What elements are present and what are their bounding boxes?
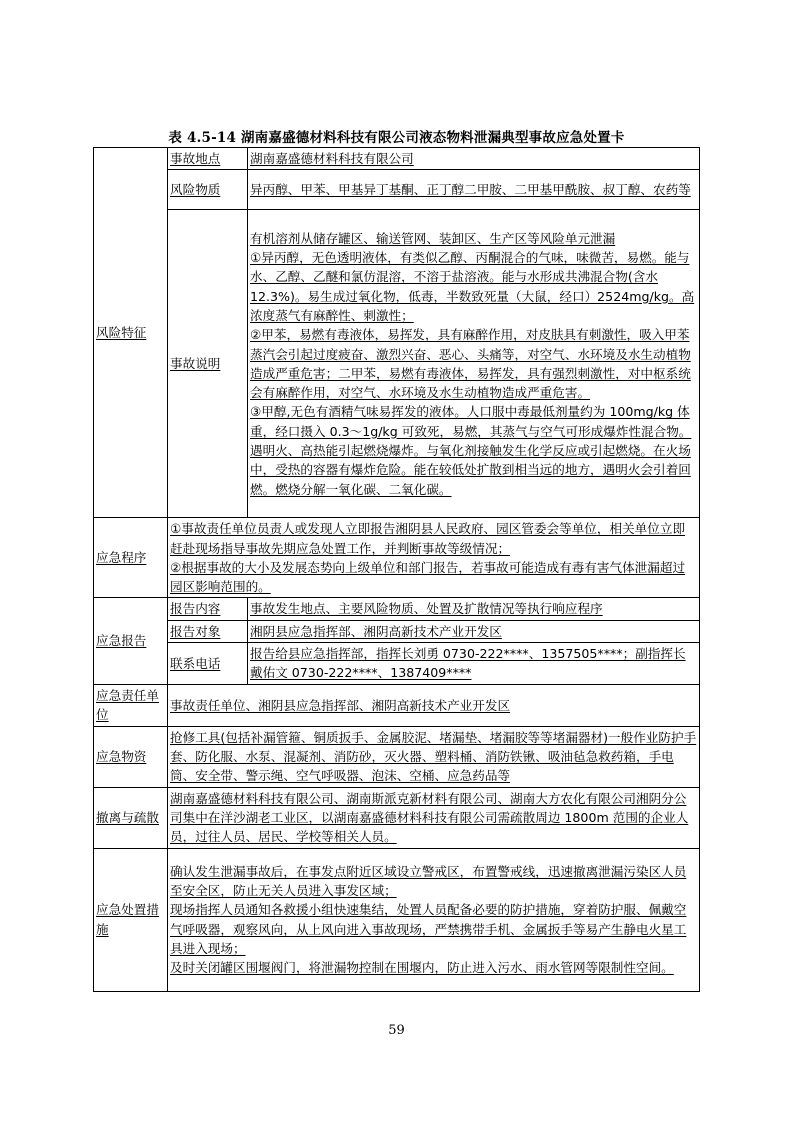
emergency-card-table xyxy=(93,147,700,992)
substances-label: 风险物质 xyxy=(168,170,248,210)
responsible-label: 应急责任单位 xyxy=(94,684,168,726)
report-target-value: 湘阴县应急指挥部、湘阴高新技术产业开发区 xyxy=(248,620,700,642)
measures-label: 应急处置措施 xyxy=(94,848,168,991)
measures-line: 确认发生泄漏事故后，在事发点附近区域设立警戒区，布置警戒线，迅速撤离泄漏污染区人员至安全区，防止无关人员进入事发区域； xyxy=(170,863,687,899)
desc-line: ③甲醇,无色有酒精气味易挥发的液体。人口服中毒最低剂量约为 100mg/kg 体重，经口摄入 0.3～1g/kg 可致死，易燃，其蒸气与空气可形成爆炸性混合物。遇明火、高热能引起燃烧爆炸。与氧化剂接触发生化学反应或引起燃烧。在火场中，受热的容器有爆炸危险。能在较低处扩散到相当远的地方，遇明火会引着回燃。燃烧分解一氧化碳、二氧化碳。 xyxy=(250,404,692,497)
evacuation-label: 撤离与疏散 xyxy=(94,787,168,848)
report-label: 应急报告 xyxy=(94,598,168,684)
desc-value xyxy=(248,210,700,518)
page-number: 59 xyxy=(388,1023,405,1038)
measures-line: 现场指挥人员通知各救援小组快速集结，处置人员配备必要的防护措施，穿着防护服、佩戴空气呼吸器，观察风向，从上风向进入事故现场，严禁携带手机、金属扳手等易产生静电火星工具进入现场； xyxy=(170,902,687,956)
procedure-label: 应急程序 xyxy=(94,518,168,598)
supplies-label: 应急物资 xyxy=(94,726,168,787)
procedure-value xyxy=(168,518,700,598)
supplies-value: 抢修工具(包括补漏管箍、铜质扳手、金属胶泥、堵漏垫、堵漏胶等等堵漏器材)一般作业防护手套、防化服、水泵、混凝剂、消防砂，灭火器、塑料桶、消防铁锹、吸油毡急救药箱，手电筒、安全带、警示绳、空气呼吸器、泡沫、空桶、应急药品等 xyxy=(168,726,700,787)
evacuation-value: 湖南嘉盛德材料科技有限公司、湖南斯派克新材料有限公司、湖南大方农化有限公司湘阴分公司集中在洋沙湖老工业区，以湖南嘉盛德材料科技有限公司需疏散周边 1800m 范围的企业人员，过往人员、居民、学校等相关人员。 xyxy=(168,787,700,848)
responsible-value: 事故责任单位、湘阴县应急指挥部、湘阴高新技术产业开发区 xyxy=(168,684,700,726)
report-target-label: 报告对象 xyxy=(168,620,248,642)
desc-line: 有机溶剂从储存罐区、输送管网、装卸区、生产区等风险单元泄漏 xyxy=(250,230,616,246)
table-title: 表 4.5-14 湖南嘉盛德材料科技有限公司液态物料泄漏典型事故应急处置卡 xyxy=(168,130,625,146)
procedure-line: ②根据事故的大小及发展态势向上级单位和部门报告，若事故可能造成有毒有害气体泄漏超过园区影响范围的。 xyxy=(170,559,686,595)
desc-line: ①异丙醇，无色透明液体，有类似乙醇、丙酮混合的气味，味微苦，易燃。能与水、乙醇、乙醚和氯仿混溶，不溶于盐溶液。能与水形成共沸混合物(含水 12.3%)。易生成过氧化物，低毒，半数致死量（大鼠，经口）2524mg/kg。高浓度蒸气有麻醉性、刺激性； xyxy=(250,250,695,323)
risk-label: 风险特征 xyxy=(94,148,168,518)
desc-label: 事故说明 xyxy=(168,210,248,518)
report-content-label: 报告内容 xyxy=(168,598,248,620)
phone-value: 报告给县应急指挥部，指挥长刘勇 0730-222****、1357505****；副指挥长戴佑文 0730-222****、1387409**** xyxy=(248,643,700,685)
substances-value: 异丙醇、甲苯、甲基异丁基酮、正丁醇二甲胺、二甲基甲酰胺、叔丁醇、农药等 xyxy=(248,170,700,210)
location-value: 湖南嘉盛德材料科技有限公司 xyxy=(248,148,700,170)
phone-label: 联系电话 xyxy=(168,643,248,685)
location-label: 事故地点 xyxy=(168,148,248,170)
procedure-line: ①事故责任单位员责人或发现人立即报告湘阴县人民政府、园区管委会等单位，相关单位立即赶赴现场指导事故先期应急处置工作，并判断事故等级情况； xyxy=(170,521,686,556)
desc-line: ②甲苯，易燃有毒液体，易挥发，具有麻醉作用，对皮肤具有刺激性，吸入甲苯蒸汽会引起过度疲奋、激烈兴奋、恶心、头痛等，对空气、水环境及水生动植物造成严重危害；二甲苯，易燃有毒液体，易挥发，具有强烈刺激性，对中枢系统会有麻醉作用，对空气、水环境及水生动植物造成严重危害。 xyxy=(250,327,691,401)
report-content-value: 事故发生地点、主要风险物质、处置及扩散情况等执行响应程序 xyxy=(248,598,700,620)
measures-value xyxy=(168,848,700,991)
measures-line: 及时关闭罐区围堰阀门，将泄漏物控制在围堰内，防止进入污水、雨水管网等限制性空间。 xyxy=(170,960,674,976)
